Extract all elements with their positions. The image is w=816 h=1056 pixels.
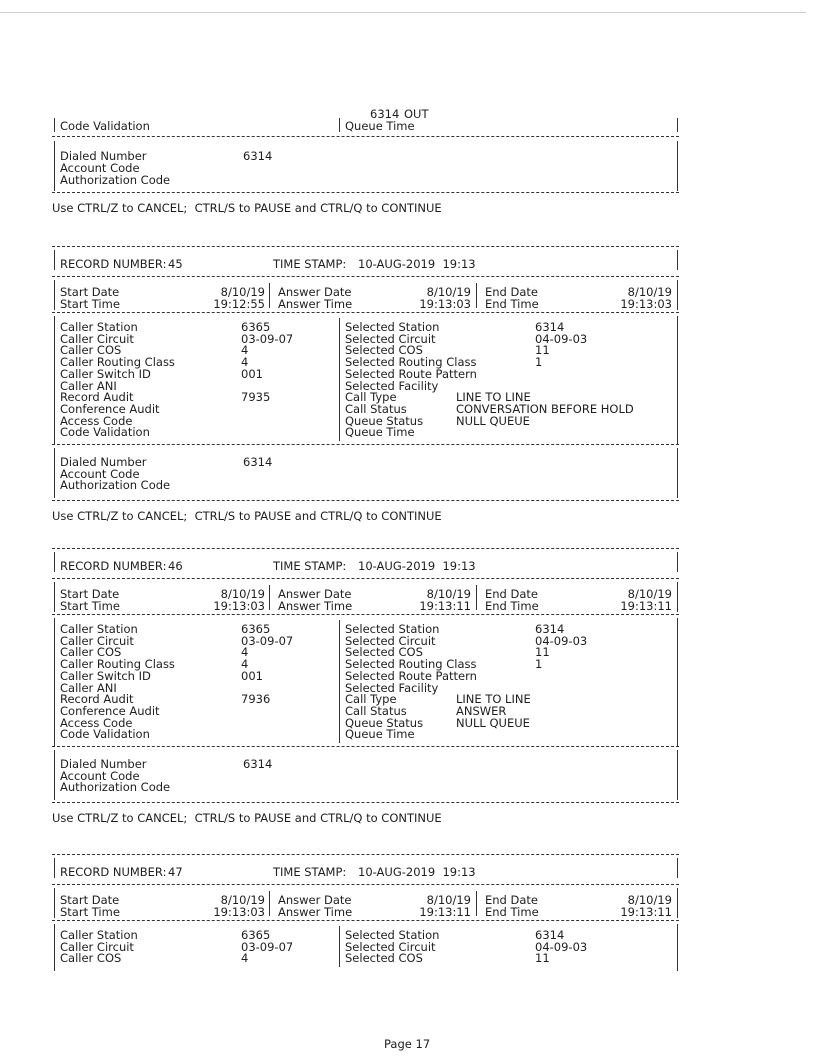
start-time-value: 19:13:03 [213,598,265,613]
time-stamp-label: TIME STAMP: [273,865,347,879]
selected-cos-label: Selected COS [345,343,423,358]
caller-station-value: 6365 [241,622,271,636]
call-type-label: Call Type [345,390,397,405]
dialed-number-label: Dialed Number [60,455,147,469]
column-divider [476,585,477,610]
caller-switch-id-value: 001 [241,668,263,683]
time-stamp-label: TIME STAMP: [273,257,347,271]
answer-date-value: 8/10/19 [426,893,471,907]
code-validation-label: Code Validation [60,119,150,133]
divider [52,246,679,247]
end-date-value: 8/10/19 [627,893,672,907]
selected-circuit-value: 04-09-03 [535,331,588,346]
answer-time-value: 19:13:11 [419,598,471,613]
selected-station-value: 6314 [535,928,565,942]
selected-facility-label: Selected Facility [345,378,439,393]
caller-circuit-label: Caller Circuit [60,633,134,648]
divider [52,578,679,579]
column-divider [269,891,270,916]
left-border [54,750,55,800]
column-divider [476,891,477,916]
start-date-label: Start Date [60,285,120,299]
start-date-value: 8/10/19 [220,285,265,299]
end-date-label: End Date [485,893,538,907]
selected-route-pattern-label: Selected Route Pattern [345,668,477,683]
record-number-value: 45 [168,257,183,271]
time-stamp-value: 10-AUG-2019 19:13 [358,559,476,573]
caller-routing-class-label: Caller Routing Class [60,355,175,370]
divider [52,192,679,193]
end-time-value: 19:13:03 [620,296,672,311]
dialed-number-value: 6314 [243,455,273,469]
caller-circuit-label: Caller Circuit [60,331,134,346]
prompt-text: Use CTRL/Z to CANCEL; CTRL/S to PAUSE and CTRL/Q to CONTINUE [52,201,442,215]
account-code-label: Account Code [60,161,140,175]
answer-time-label: Answer Time [278,598,353,613]
selected-station-value: 6314 [370,107,400,121]
right-border [677,316,678,445]
start-time-value: 19:12:55 [213,296,265,311]
divider [52,136,679,137]
authorization-code-label: Authorization Code [60,780,171,795]
caller-switch-id-label: Caller Switch ID [60,668,151,683]
divider [52,884,679,885]
selected-route-pattern-label: Selected Route Pattern [345,366,477,381]
caller-cos-value: 4 [241,951,249,966]
selected-station-label: Selected Station [345,320,440,334]
column-divider [339,318,340,441]
answer-time-label: Answer Time [278,904,353,919]
start-date-label: Start Date [60,893,120,907]
answer-date-label: Answer Date [278,893,352,907]
dialed-number-label: Dialed Number [60,757,147,771]
record-number-label: RECORD NUMBER: [60,257,167,271]
end-time-label: End Time [485,904,539,919]
selected-station-value: 6314 [535,622,565,636]
call-status-value: OUT [404,107,429,121]
caller-cos-label: Caller COS [60,951,122,966]
divider [52,548,679,549]
conference-audit-label: Conference Audit [60,703,160,718]
access-code-label: Access Code [60,715,133,730]
selected-cos-value: 11 [535,951,550,966]
end-time-value: 19:13:11 [620,598,672,613]
left-border [54,582,55,612]
caller-circuit-value: 03-09-07 [241,331,294,346]
prompt-text: Use CTRL/Z to CANCEL; CTRL/S to PAUSE and CTRL/Q to CONTINUE [52,811,442,825]
divider [52,854,679,855]
call-type-value: LINE TO LINE [456,692,531,707]
time-stamp-value: 10-AUG-2019 19:13 [358,257,476,271]
selected-routing-class-label: Selected Routing Class [345,355,477,370]
end-date-value: 8/10/19 [627,587,672,601]
answer-date-label: Answer Date [278,587,352,601]
caller-cos-label: Caller COS [60,645,122,660]
left-border [54,316,55,445]
record-audit-value: 7936 [241,692,271,707]
end-date-label: End Date [485,587,538,601]
queue-time-label: Queue Time [345,727,415,742]
right-border [677,118,678,132]
right-border [677,924,678,971]
right-border [677,280,678,310]
divider [52,500,679,501]
record-audit-label: Record Audit [60,390,134,405]
selected-facility-label: Selected Facility [345,680,439,695]
divider [52,614,679,615]
caller-cos-label: Caller COS [60,343,122,358]
left-border [54,141,55,191]
selected-circuit-label: Selected Circuit [345,939,436,954]
queue-status-value: NULL QUEUE [456,413,530,428]
selected-cos-label: Selected COS [345,645,423,660]
selected-routing-class-label: Selected Routing Class [345,657,477,672]
start-time-value: 19:13:03 [213,904,265,919]
time-stamp-value: 10-AUG-2019 19:13 [358,865,476,879]
start-time-label: Start Time [60,904,120,919]
start-time-label: Start Time [60,598,120,613]
caller-cos-value: 4 [241,343,249,358]
right-border [677,618,678,747]
account-code-label: Account Code [60,466,140,481]
selected-station-label: Selected Station [345,622,440,636]
caller-station-label: Caller Station [60,320,138,334]
top-border-line [0,12,806,13]
start-date-value: 8/10/19 [220,893,265,907]
divider [52,444,679,445]
selected-circuit-value: 04-09-03 [535,939,588,954]
answer-time-label: Answer Time [278,296,353,311]
column-divider [339,620,340,743]
column-divider [269,283,270,308]
record-number-value: 47 [168,865,183,879]
end-date-label: End Date [485,285,538,299]
selected-circuit-value: 04-09-03 [535,633,588,648]
selected-cos-value: 11 [535,343,550,358]
selected-station-value: 6314 [535,320,565,334]
end-time-label: End Time [485,296,539,311]
conference-audit-label: Conference Audit [60,401,160,416]
authorization-code-label: Authorization Code [60,173,171,187]
caller-circuit-label: Caller Circuit [60,939,134,954]
left-border [54,118,55,132]
call-status-value: CONVERSATION BEFORE HOLD [456,401,634,416]
page-number: Page 17 [384,1037,431,1051]
caller-switch-id-label: Caller Switch ID [60,366,151,381]
call-type-value: LINE TO LINE [456,390,531,405]
call-type-label: Call Type [345,692,397,707]
queue-status-label: Queue Status [345,715,424,730]
record-audit-value: 7935 [241,390,271,405]
dialed-number-value: 6314 [243,757,273,771]
queue-status-value: NULL QUEUE [456,715,530,730]
caller-ani-label: Caller ANI [60,680,117,695]
answer-date-value: 8/10/19 [426,587,471,601]
queue-status-label: Queue Status [345,413,424,428]
prompt-text: Use CTRL/Z to CANCEL; CTRL/S to PAUSE and CTRL/Q to CONTINUE [52,509,442,523]
right-border [677,888,678,918]
dialed-number-label: Dialed Number [60,149,147,163]
dialed-number-value: 6314 [243,149,273,163]
time-stamp-label: TIME STAMP: [273,559,347,573]
left-border [54,924,55,971]
right-border [677,582,678,612]
access-code-label: Access Code [60,413,133,428]
selected-station-label: Selected Station [345,928,440,942]
right-border [677,552,678,572]
column-divider [339,926,340,967]
end-time-value: 19:13:11 [620,904,672,919]
caller-cos-value: 4 [241,645,249,660]
start-time-label: Start Time [60,296,120,311]
queue-time-label: Queue Time [345,119,415,133]
start-date-label: Start Date [60,587,120,601]
selected-routing-class-value: 1 [535,657,543,672]
answer-date-value: 8/10/19 [426,285,471,299]
column-divider [476,283,477,308]
right-border [677,250,678,270]
answer-time-value: 19:13:11 [419,904,471,919]
record-number-label: RECORD NUMBER: [60,559,167,573]
divider [52,920,679,921]
record-number-value: 46 [168,559,183,573]
divider [52,802,679,803]
code-validation-label: Code Validation [60,727,150,742]
divider [52,746,679,747]
authorization-code-label: Authorization Code [60,478,171,493]
record-number-label: RECORD NUMBER: [60,865,167,879]
right-border [677,858,678,878]
right-border [677,750,678,800]
column-divider [269,585,270,610]
caller-station-label: Caller Station [60,622,138,636]
selected-routing-class-value: 1 [535,355,543,370]
answer-time-value: 19:13:03 [419,296,471,311]
caller-switch-id-value: 001 [241,366,263,381]
selected-cos-value: 11 [535,645,550,660]
left-border [54,858,55,878]
right-border [677,141,678,191]
start-date-value: 8/10/19 [220,587,265,601]
divider [52,276,679,277]
caller-ani-label: Caller ANI [60,378,117,393]
left-border [54,888,55,918]
answer-date-label: Answer Date [278,285,352,299]
selected-circuit-label: Selected Circuit [345,331,436,346]
selected-cos-label: Selected COS [345,951,423,966]
left-border [54,448,55,498]
call-status-value: ANSWER [456,703,507,718]
end-date-value: 8/10/19 [627,285,672,299]
caller-station-value: 6365 [241,320,271,334]
left-border [54,552,55,572]
left-border [54,618,55,747]
caller-circuit-value: 03-09-07 [241,633,294,648]
call-status-label: Call Status [345,703,407,718]
queue-time-label: Queue Time [345,425,415,440]
selected-circuit-label: Selected Circuit [345,633,436,648]
caller-routing-class-label: Caller Routing Class [60,657,175,672]
caller-circuit-value: 03-09-07 [241,939,294,954]
code-validation-label: Code Validation [60,425,150,440]
account-code-label: Account Code [60,768,140,783]
column-divider [339,118,340,132]
caller-routing-class-value: 4 [241,355,249,370]
caller-station-value: 6365 [241,928,271,942]
divider [52,312,679,313]
left-border [54,280,55,310]
call-status-label: Call Status [345,401,407,416]
caller-routing-class-value: 4 [241,657,249,672]
caller-station-label: Caller Station [60,928,138,942]
right-border [677,448,678,498]
left-border [54,250,55,270]
record-audit-label: Record Audit [60,692,134,707]
end-time-label: End Time [485,598,539,613]
